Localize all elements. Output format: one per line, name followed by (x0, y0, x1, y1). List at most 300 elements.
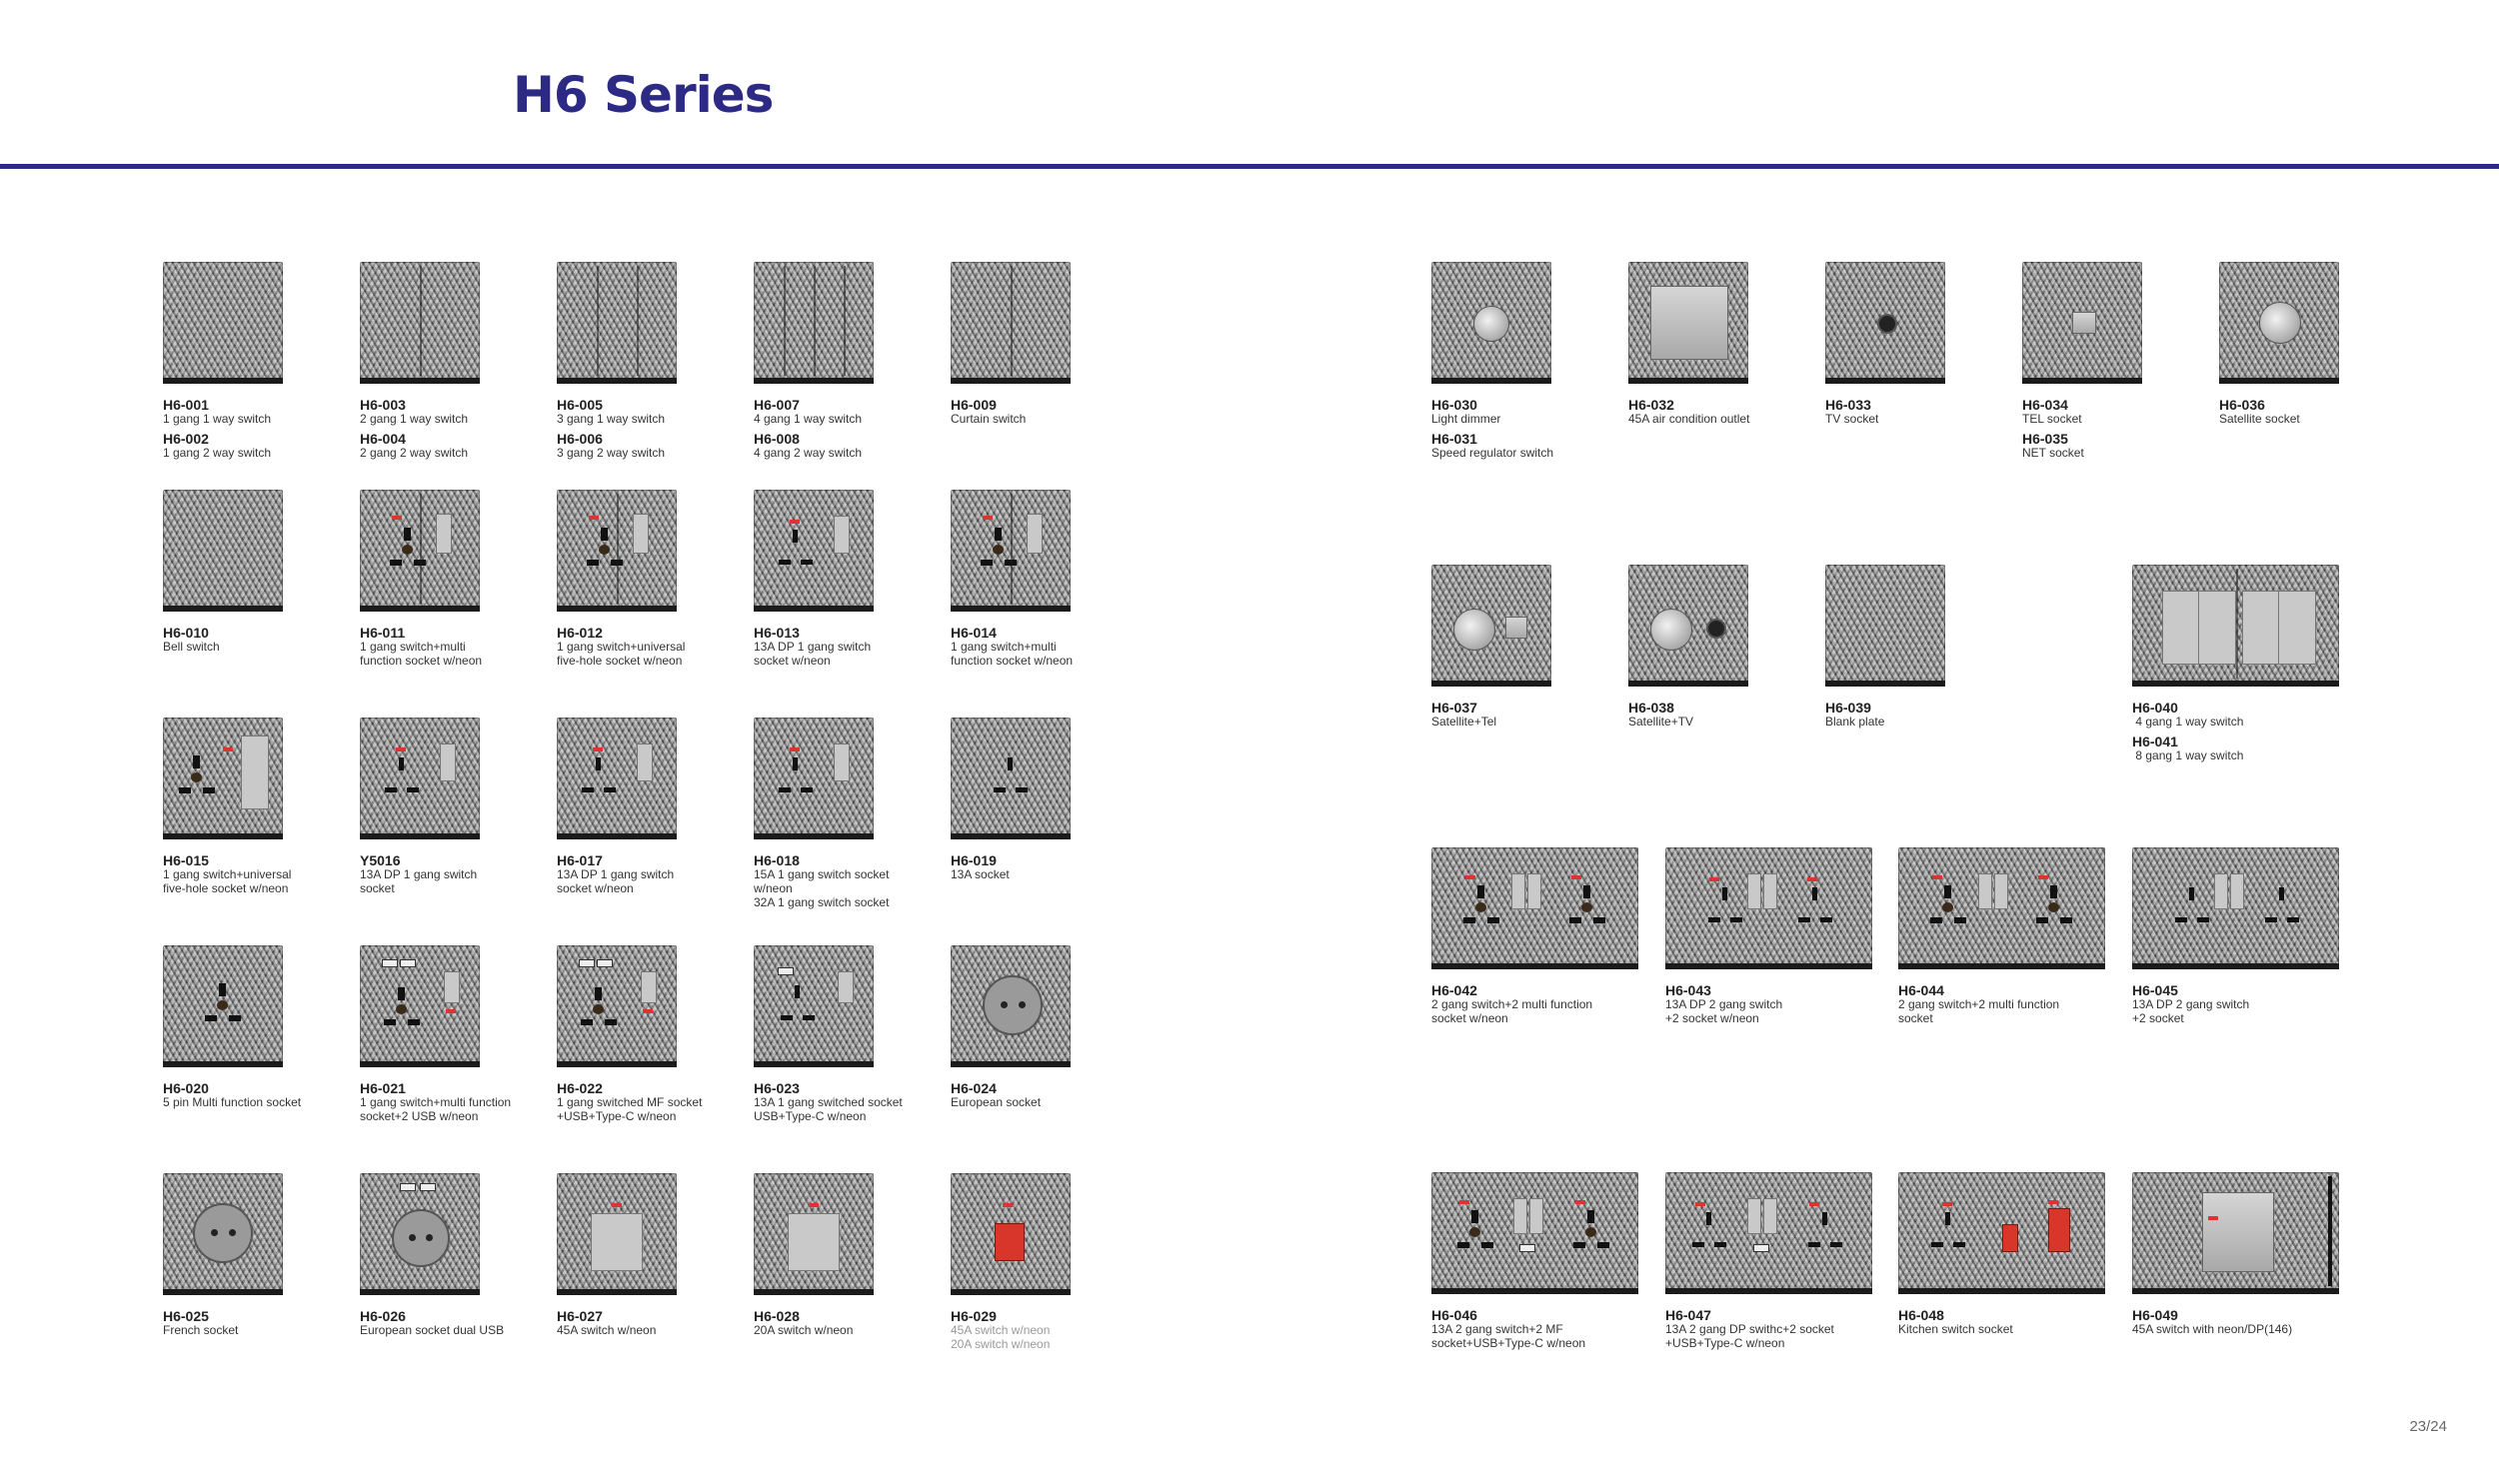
product-description: 5 pin Multi function socket (163, 1095, 302, 1109)
product-code: H6-023 (754, 1080, 800, 1096)
product-plate-image (1825, 262, 1945, 384)
product-description: European socket (951, 1095, 1042, 1109)
multi-function-socket-pins (382, 987, 422, 1035)
product-plate-image (1431, 565, 1551, 687)
socket-hole (409, 1234, 416, 1241)
pin-top (2050, 885, 2057, 898)
product-plate-image (1431, 262, 1551, 384)
gang-divider (844, 266, 846, 376)
ac-outlet-panel (1650, 286, 1728, 360)
pin-earth (2279, 887, 2284, 900)
neon-indicator (809, 1203, 819, 1207)
product-plate-image (557, 1173, 677, 1295)
product-plate-image (754, 1173, 874, 1295)
pin-earth (793, 530, 798, 543)
product-description: European socket dual USB (360, 1323, 505, 1337)
product-description: 4 gang 2 way switch (754, 446, 863, 460)
product-plate-image (163, 490, 283, 612)
product-plate-image (754, 718, 874, 839)
rocker-switch (1511, 873, 1525, 909)
pin-earth (596, 757, 601, 770)
socket-hole (1001, 1001, 1008, 1008)
pin-live (1708, 917, 1720, 922)
pin-center (593, 1004, 604, 1014)
product-description: 4 gang 1 way switch (754, 412, 863, 426)
product-description: 13A 2 gang DP swithc+2 socket +USB+Type-C w/neon (1665, 1322, 1834, 1350)
pin-center (402, 545, 413, 555)
rocker-switch (1747, 1198, 1761, 1234)
pin-left (581, 1019, 593, 1025)
product-description: 1 gang switch+multi function socket w/neon (951, 640, 1074, 668)
rocker-switch (2242, 591, 2280, 665)
pin-top (1471, 1210, 1478, 1223)
product-code: H6-047 (1665, 1307, 1711, 1323)
uk-socket-pins (1928, 1212, 1968, 1260)
pin-earth (1945, 1212, 1950, 1225)
product-description: 13A 2 gang switch+2 MF socket+USB+Type-C w/neon (1431, 1322, 1586, 1350)
product-code: H6-007 (754, 397, 800, 413)
pin-earth (1706, 1212, 1711, 1225)
product-plate-image (1431, 847, 1638, 969)
knob (1453, 609, 1495, 651)
product-code: H6-001 (163, 397, 209, 413)
rocker-switch (241, 736, 269, 809)
neon-indicator (1942, 1202, 1952, 1206)
product-description: 1 gang switched MF socket +USB+Type-C w/neon (557, 1095, 703, 1123)
large-switch-panel (2202, 1192, 2274, 1272)
pin-left (179, 787, 191, 793)
knob (2259, 302, 2301, 344)
neon-indicator (2048, 1200, 2058, 1204)
pin-right (1481, 1242, 1493, 1248)
product-plate-image (951, 262, 1071, 384)
pin-earth (1812, 887, 1817, 900)
product-plate-image (360, 1173, 480, 1295)
product-plate-image (2132, 565, 2339, 687)
product-description: Speed regulator switch (1431, 446, 1554, 460)
pin-earth (795, 985, 800, 998)
neon-indicator (790, 520, 800, 524)
rocker-switch (444, 971, 460, 1003)
product-code: H6-027 (557, 1308, 603, 1324)
knob (1473, 306, 1509, 342)
product-code: H6-049 (2132, 1307, 2178, 1323)
product-code: H6-018 (754, 852, 800, 868)
pin-left (1463, 917, 1475, 923)
usb-port (382, 959, 398, 967)
product-plate-image (163, 945, 283, 1067)
usb-port (1519, 1244, 1535, 1252)
product-description: Satellite+TV (1628, 715, 1694, 729)
product-code: H6-028 (754, 1308, 800, 1324)
pin-right (1593, 917, 1605, 923)
product-description: Light dimmer (1431, 412, 1501, 426)
pin-neutral (1820, 917, 1832, 922)
product-plate-image (951, 490, 1071, 612)
product-plate-image (1898, 847, 2105, 969)
pin-center (191, 772, 202, 782)
usb-port (400, 1183, 416, 1191)
product-plate-image (2022, 262, 2142, 384)
product-code: H6-034 (2022, 397, 2068, 413)
product-description: French socket (163, 1323, 239, 1337)
product-code: H6-017 (557, 852, 603, 868)
pin-live (2175, 917, 2187, 922)
rocker-switch (1529, 1198, 1543, 1234)
pin-top (404, 528, 411, 541)
product-plate-image (951, 718, 1071, 839)
gang-divider (617, 494, 619, 604)
rocker-switch (633, 514, 649, 554)
neon-indicator (1809, 1202, 1819, 1206)
neon-indicator (1459, 1200, 1469, 1204)
product-plate-image (1431, 1172, 1638, 1294)
rocker-switch (1763, 1198, 1777, 1234)
pin-center (1581, 902, 1592, 912)
pin-live (582, 787, 594, 792)
product-description: Curtain switch (951, 412, 1027, 426)
rocker-switch (1994, 873, 2008, 909)
neon-indicator (589, 516, 599, 520)
neon-indicator (223, 747, 233, 751)
uk-socket-pins (1689, 1212, 1729, 1260)
neon-indicator (1003, 1203, 1013, 1207)
product-code: H6-039 (1825, 700, 1871, 716)
product-description: 1 gang 1 way switch (163, 412, 272, 426)
pin-live (779, 560, 791, 565)
pin-earth (1008, 757, 1013, 770)
product-description: 13A DP 2 gang switch +2 socket w/neon (1665, 997, 1783, 1025)
round-socket (392, 1209, 450, 1267)
neon-indicator (790, 747, 800, 751)
pin-neutral (1730, 917, 1742, 922)
product-plate-image (754, 490, 874, 612)
pin-neutral (1830, 1242, 1842, 1247)
product-description: 2 gang 2 way switch (360, 446, 469, 460)
pin-center (217, 1000, 228, 1010)
product-code: H6-044 (1898, 982, 1944, 998)
pin-center (1585, 1227, 1596, 1237)
pin-live (1798, 917, 1810, 922)
rocker-switch (2198, 591, 2236, 665)
product-code: H6-004 (360, 431, 406, 447)
product-description: Bell switch (163, 640, 220, 654)
pin-left (390, 560, 402, 566)
rocker-switch (2278, 591, 2316, 665)
usb-port (1753, 1244, 1769, 1252)
product-plate-image (557, 718, 677, 839)
product-plate-image (360, 945, 480, 1067)
uk-socket-pins (1805, 1212, 1845, 1260)
tel-socket-cover (2072, 312, 2096, 334)
product-code: H6-011 (360, 625, 406, 641)
product-plate-image (1825, 565, 1945, 687)
pin-neutral (2197, 917, 2209, 922)
product-code: H6-046 (1431, 1307, 1477, 1323)
product-description: Blank plate (1825, 715, 1885, 729)
multi-function-socket-pins (585, 528, 625, 576)
product-plate-image (754, 945, 874, 1067)
multi-function-socket-pins (177, 755, 217, 803)
pin-neutral (407, 787, 419, 792)
product-code: H6-026 (360, 1308, 406, 1324)
uk-socket-pins (2262, 887, 2302, 935)
pin-top (1583, 885, 1590, 898)
product-plate-image (163, 1173, 283, 1295)
product-plate-image (754, 262, 874, 384)
product-description: 2 gang 1 way switch (360, 412, 469, 426)
product-code: H6-035 (2022, 431, 2068, 447)
product-plate-image (1898, 1172, 2105, 1294)
product-code: H6-012 (557, 625, 603, 641)
product-plate-image (163, 718, 283, 839)
pin-neutral (801, 787, 813, 792)
product-plate-image (360, 262, 480, 384)
product-description: Kitchen switch socket (1898, 1322, 2013, 1336)
pin-top (1944, 885, 1951, 898)
usb-port (778, 967, 794, 975)
pin-right (605, 1019, 617, 1025)
rocker-switch (834, 743, 850, 781)
pin-center (1469, 1227, 1480, 1237)
pin-earth (1722, 887, 1727, 900)
multi-function-socket-pins (1567, 885, 1607, 933)
product-description: 45A switch w/neon (557, 1323, 657, 1337)
product-plate-image (1665, 1172, 1872, 1294)
product-description: 2 gang switch+2 multi function socket w/neon (1431, 997, 1593, 1025)
pin-center (1942, 902, 1953, 912)
uk-socket-pins (579, 757, 619, 805)
pin-top (595, 987, 602, 1000)
neon-indicator (2038, 875, 2048, 879)
product-plate-image (163, 262, 283, 384)
multi-function-socket-pins (203, 983, 243, 1031)
neon-indicator (392, 516, 402, 520)
product-description: 4 gang 1 way switch (2132, 715, 2244, 729)
socket-hole (211, 1229, 218, 1236)
pin-right (229, 1015, 241, 1021)
uk-socket-pins (1795, 887, 1835, 935)
rocker-switch (2214, 873, 2228, 909)
pin-earth (2189, 887, 2194, 900)
pin-neutral (2287, 917, 2299, 922)
product-description: 13A 1 gang switched socket USB+Type-C w/neon (754, 1095, 903, 1123)
product-description: Satellite+Tel (1431, 715, 1497, 729)
pin-left (384, 1019, 396, 1025)
pin-right (1954, 917, 1966, 923)
product-description: 8 gang 1 way switch (2132, 748, 2244, 762)
pin-live (781, 1015, 793, 1020)
product-plate-image (1665, 847, 1872, 969)
product-description: TV socket (1825, 412, 1879, 426)
uk-socket-pins (778, 985, 818, 1033)
product-code: H6-038 (1628, 700, 1674, 716)
pin-top (995, 528, 1002, 541)
multi-function-socket-pins (1461, 885, 1501, 933)
rocker-switch (591, 1213, 643, 1271)
product-code: H6-021 (360, 1080, 406, 1096)
title-divider (0, 164, 2499, 169)
pin-right (1597, 1242, 1609, 1248)
red-rocker-switch (2002, 1224, 2018, 1252)
rocker-switch (1027, 514, 1043, 554)
pin-live (994, 787, 1006, 792)
usb-port (597, 959, 613, 967)
neon-indicator (1932, 875, 1942, 879)
product-plate-image (951, 945, 1071, 1067)
neon-indicator (1571, 875, 1581, 879)
product-plate-image (1628, 565, 1748, 687)
product-description: 13A DP 1 gang switch socket (360, 867, 478, 895)
product-code: H6-045 (2132, 982, 2178, 998)
neon-indicator (593, 747, 603, 751)
product-code: H6-030 (1431, 397, 1477, 413)
neon-indicator (446, 1009, 456, 1013)
product-description: 1 gang switch+multi function socket w/neon (360, 640, 483, 668)
pin-left (205, 1015, 217, 1021)
multi-function-socket-pins (1455, 1210, 1495, 1258)
neon-indicator (1807, 877, 1817, 881)
pin-center (2048, 902, 2059, 912)
product-description: 13A DP 1 gang switch socket w/neon (754, 640, 872, 668)
neon-indicator (612, 1203, 622, 1207)
product-plate-image (2132, 1172, 2339, 1294)
uk-socket-pins (776, 530, 816, 578)
product-plate-image (557, 490, 677, 612)
uk-socket-pins (776, 757, 816, 805)
neon-indicator (396, 747, 406, 751)
rocker-switch (637, 743, 653, 781)
rocker-switch (2162, 591, 2200, 665)
socket-hole (426, 1234, 433, 1241)
product-description: 45A switch with neon/DP(146) (2132, 1322, 2293, 1336)
product-description: 15A 1 gang switch socket w/neon 32A 1 gang switch socket (754, 867, 890, 909)
rocker-switch (834, 516, 850, 554)
pin-center (993, 545, 1004, 555)
pin-live (1692, 1242, 1704, 1247)
pin-center (396, 1004, 407, 1014)
pin-neutral (1953, 1242, 1965, 1247)
round-socket (983, 975, 1043, 1035)
product-description: 3 gang 1 way switch (557, 412, 666, 426)
neon-indicator (983, 516, 993, 520)
pin-right (2060, 917, 2072, 923)
rocker-switch (1513, 1198, 1527, 1234)
pin-live (1808, 1242, 1820, 1247)
rocker-switch (788, 1213, 840, 1271)
rocker-switch (1978, 873, 1992, 909)
product-plate-image (557, 262, 677, 384)
round-socket (193, 1203, 253, 1263)
product-description: Satellite socket (2219, 412, 2300, 426)
product-code: H6-040 (2132, 700, 2178, 716)
neon-indicator (1709, 877, 1719, 881)
product-code: H6-031 (1431, 431, 1477, 447)
usb-port (579, 959, 595, 967)
pin-right (408, 1019, 420, 1025)
rocker-switch (436, 514, 452, 554)
pin-top (1477, 885, 1484, 898)
product-plate-image (360, 718, 480, 839)
knob (1650, 609, 1692, 651)
product-description: 20A switch w/neon (754, 1323, 854, 1337)
pin-neutral (1714, 1242, 1726, 1247)
page-number: 23/24 (2409, 1418, 2447, 1435)
product-code: H6-042 (1431, 982, 1477, 998)
pin-live (385, 787, 397, 792)
product-code: H6-022 (557, 1080, 603, 1096)
uk-socket-pins (1705, 887, 1745, 935)
product-description: 13A DP 2 gang switch +2 socket (2132, 997, 2250, 1025)
pin-right (1487, 917, 1499, 923)
uk-socket-pins (382, 757, 422, 805)
product-description: 1 gang switch+universal five-hole socket w/neon (163, 867, 292, 895)
rocker-switch (1527, 873, 1541, 909)
product-description: 1 gang switch+multi function socket+2 USB w/neon (360, 1095, 512, 1123)
product-code: H6-019 (951, 852, 997, 868)
product-description: NET socket (2022, 446, 2084, 460)
multi-function-socket-pins (979, 528, 1019, 576)
product-code: H6-036 (2219, 397, 2265, 413)
product-code: H6-041 (2132, 734, 2178, 749)
product-description: 13A DP 1 gang switch socket w/neon (557, 867, 675, 895)
product-code: H6-015 (163, 852, 209, 868)
rocker-switch (1763, 873, 1777, 909)
multi-function-socket-pins (2034, 885, 2074, 933)
page-title: H6 Series (513, 66, 774, 124)
uk-socket-pins (2172, 887, 2212, 935)
red-rocker-switch (995, 1223, 1025, 1261)
gang-divider (420, 266, 422, 376)
rocker-switch (2230, 873, 2244, 909)
pin-top (219, 983, 226, 996)
product-code: H6-010 (163, 625, 209, 641)
pin-top (398, 987, 405, 1000)
pin-live (2265, 917, 2277, 922)
coax-socket (1706, 619, 1726, 639)
product-description: 3 gang 2 way switch (557, 446, 666, 460)
rocker-switch (838, 971, 854, 1003)
socket-hole (1019, 1001, 1026, 1008)
product-code: H6-033 (1825, 397, 1871, 413)
product-code: H6-037 (1431, 700, 1477, 716)
rocker-switch (641, 971, 657, 1003)
uk-socket-pins (991, 757, 1031, 805)
pin-top (601, 528, 608, 541)
product-code: H6-003 (360, 397, 406, 413)
product-code: H6-008 (754, 431, 800, 447)
neon-indicator (1575, 1200, 1585, 1204)
pin-left (1457, 1242, 1469, 1248)
product-code: Y5016 (360, 852, 401, 868)
product-code: H6-013 (754, 625, 800, 641)
product-description: 13A socket (951, 867, 1010, 881)
product-plate-image (2132, 847, 2339, 969)
pin-earth (793, 757, 798, 770)
product-code: H6-029 (951, 1308, 997, 1324)
product-code: H6-048 (1898, 1307, 1944, 1323)
gang-divider (420, 494, 422, 604)
product-code: H6-002 (163, 431, 209, 447)
multi-function-socket-pins (1571, 1210, 1611, 1258)
product-code: H6-020 (163, 1080, 209, 1096)
multi-function-socket-pins (388, 528, 428, 576)
gang-divider (784, 266, 786, 376)
pin-neutral (1016, 787, 1028, 792)
rocker-switch (440, 743, 456, 781)
product-description: 45A switch w/neon 20A switch w/neon (951, 1323, 1051, 1351)
product-code: H6-014 (951, 625, 997, 641)
